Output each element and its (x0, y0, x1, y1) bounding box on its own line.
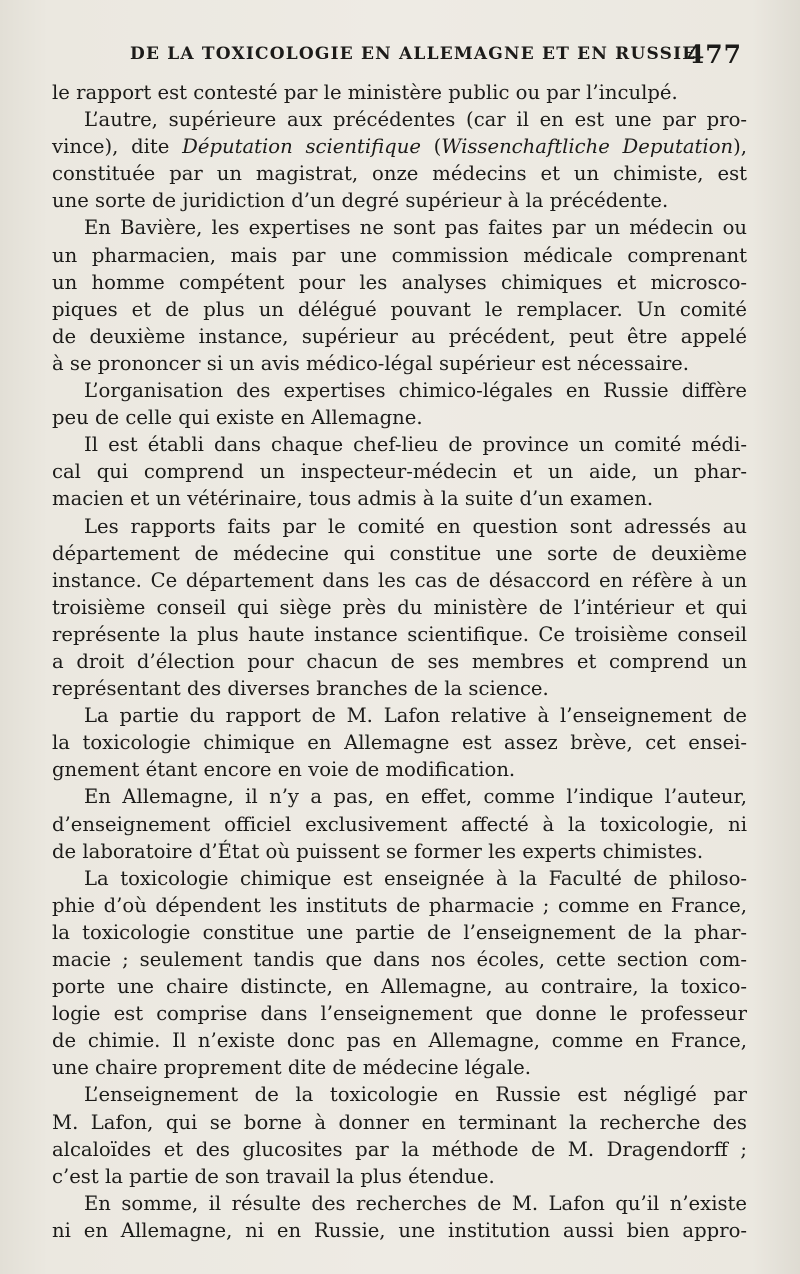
text-line: En Allemagne, il n’y a pas, en effet, comme l’indique l’auteur, (84, 785, 747, 809)
text-line: peu de celle qui existe en Allemagne. (52, 406, 423, 430)
text-line: En somme, il résulte des recherches de M. Lafon qu’il n’existe (84, 1191, 747, 1215)
text-line: c’est la partie de son travail la plus étendue. (52, 1164, 495, 1188)
text-line: la toxicologie constitue une partie de l’enseignement de la phar- (52, 920, 747, 944)
text-line: macien et un vétérinaire, tous admis à la suite d’un examen. (52, 487, 654, 511)
text-line: macie ; seulement tandis que dans nos écoles, cette section com- (52, 948, 747, 971)
text-line: alcaloïdes et des glucosites par la méthode de M. Dragendorff ; (52, 1137, 747, 1161)
text-line: une sorte de juridiction d’un degré supérieur à la précédente. (52, 189, 669, 213)
text-line: représente la plus haute instance scientifique. Ce troisième conseil (52, 622, 747, 646)
text-line: piques et de plus un délégué pouvant le remplacer. Un comité (52, 297, 747, 321)
text-line: département de médecine qui constitue une sorte de deuxième (52, 541, 747, 565)
text-line: a droit d’élection pour chacun de ses membres et comprend un (52, 649, 747, 673)
text-line: cal qui comprend un inspecteur-médecin et un aide, un phar- (52, 460, 747, 484)
text-line: un homme compétent pour les analyses chimiques et microsco- (52, 270, 747, 294)
text-line: L’enseignement de la toxicologie en Russie est négligé par (84, 1083, 747, 1107)
running-title: DE LA TOXICOLOGIE EN ALLEMAGNE ET EN RUSSIE. (130, 44, 704, 64)
text-line: phie d’où dépendent les instituts de pharmacie ; comme en France, (52, 893, 747, 917)
running-head (52, 40, 742, 70)
text-line: vince), dite Députation scientifique (Wissenchaftliche Deputation), (52, 135, 747, 159)
text-line: d’enseignement officiel exclusivement affecté à la toxicologie, ni (52, 812, 747, 836)
text-line: Les rapports faits par le comité en question sont adressés au (84, 514, 747, 538)
text-line: constituée par un magistrat, onze médecins et un chimiste, est (52, 162, 747, 186)
text-line: Il est établi dans chaque chef-lieu de province un comité médi- (84, 433, 747, 457)
text-line: ni en Allemagne, ni en Russie, une institution aussi bien appro- (52, 1218, 747, 1242)
page-number: 477 (686, 40, 742, 69)
text-line: porte une chaire distincte, en Allemagne, au contraire, la toxico- (52, 975, 747, 999)
text-line: représentant des diverses branches de la science. (52, 677, 549, 701)
text-line: logie est comprise dans l’enseignement que donne le professeur (52, 1002, 747, 1026)
text-line: troisième conseil qui siège près du ministère de l’intérieur et qui (52, 595, 747, 619)
text-line: de laboratoire d’État où puissent se former les experts chimistes. (52, 839, 704, 863)
text-line: la toxicologie chimique en Allemagne est assez brève, cet ensei- (52, 731, 747, 755)
text-line: M. Lafon, qui se borne à donner en terminant la recherche des (52, 1110, 747, 1134)
text-line: L’autre, supérieure aux précédentes (car il en est une par pro- (84, 108, 747, 132)
text-line: le rapport est contesté par le ministère public ou par l’inculpé. (52, 81, 678, 104)
text-line: une chaire proprement dite de médecine légale. (52, 1056, 531, 1080)
text-line: La partie du rapport de M. Lafon relative à l’enseignement de (84, 704, 747, 728)
text-line: un pharmacien, mais par une commission médicale comprenant (52, 243, 747, 267)
text-line: En Bavière, les expertises ne sont pas faites par un médecin ou (84, 216, 747, 240)
text-line: à se prononcer si un avis médico-légal supérieur est nécessaire. (52, 351, 690, 375)
text-line: L’organisation des expertises chimico-légales en Russie diffère (84, 379, 747, 403)
text-line: de chimie. Il n’existe donc pas en Allemagne, comme en France, (52, 1029, 747, 1053)
text-line: instance. Ce département dans les cas de désaccord en réfère à un (52, 568, 747, 592)
text-line: gnement étant encore en voie de modification. (52, 758, 516, 782)
text-line: La toxicologie chimique est enseignée à la Faculté de philoso- (84, 866, 747, 890)
text-line: de deuxième instance, supérieur au précédent, peut être appelé (52, 324, 747, 348)
body-text (52, 79, 747, 1244)
